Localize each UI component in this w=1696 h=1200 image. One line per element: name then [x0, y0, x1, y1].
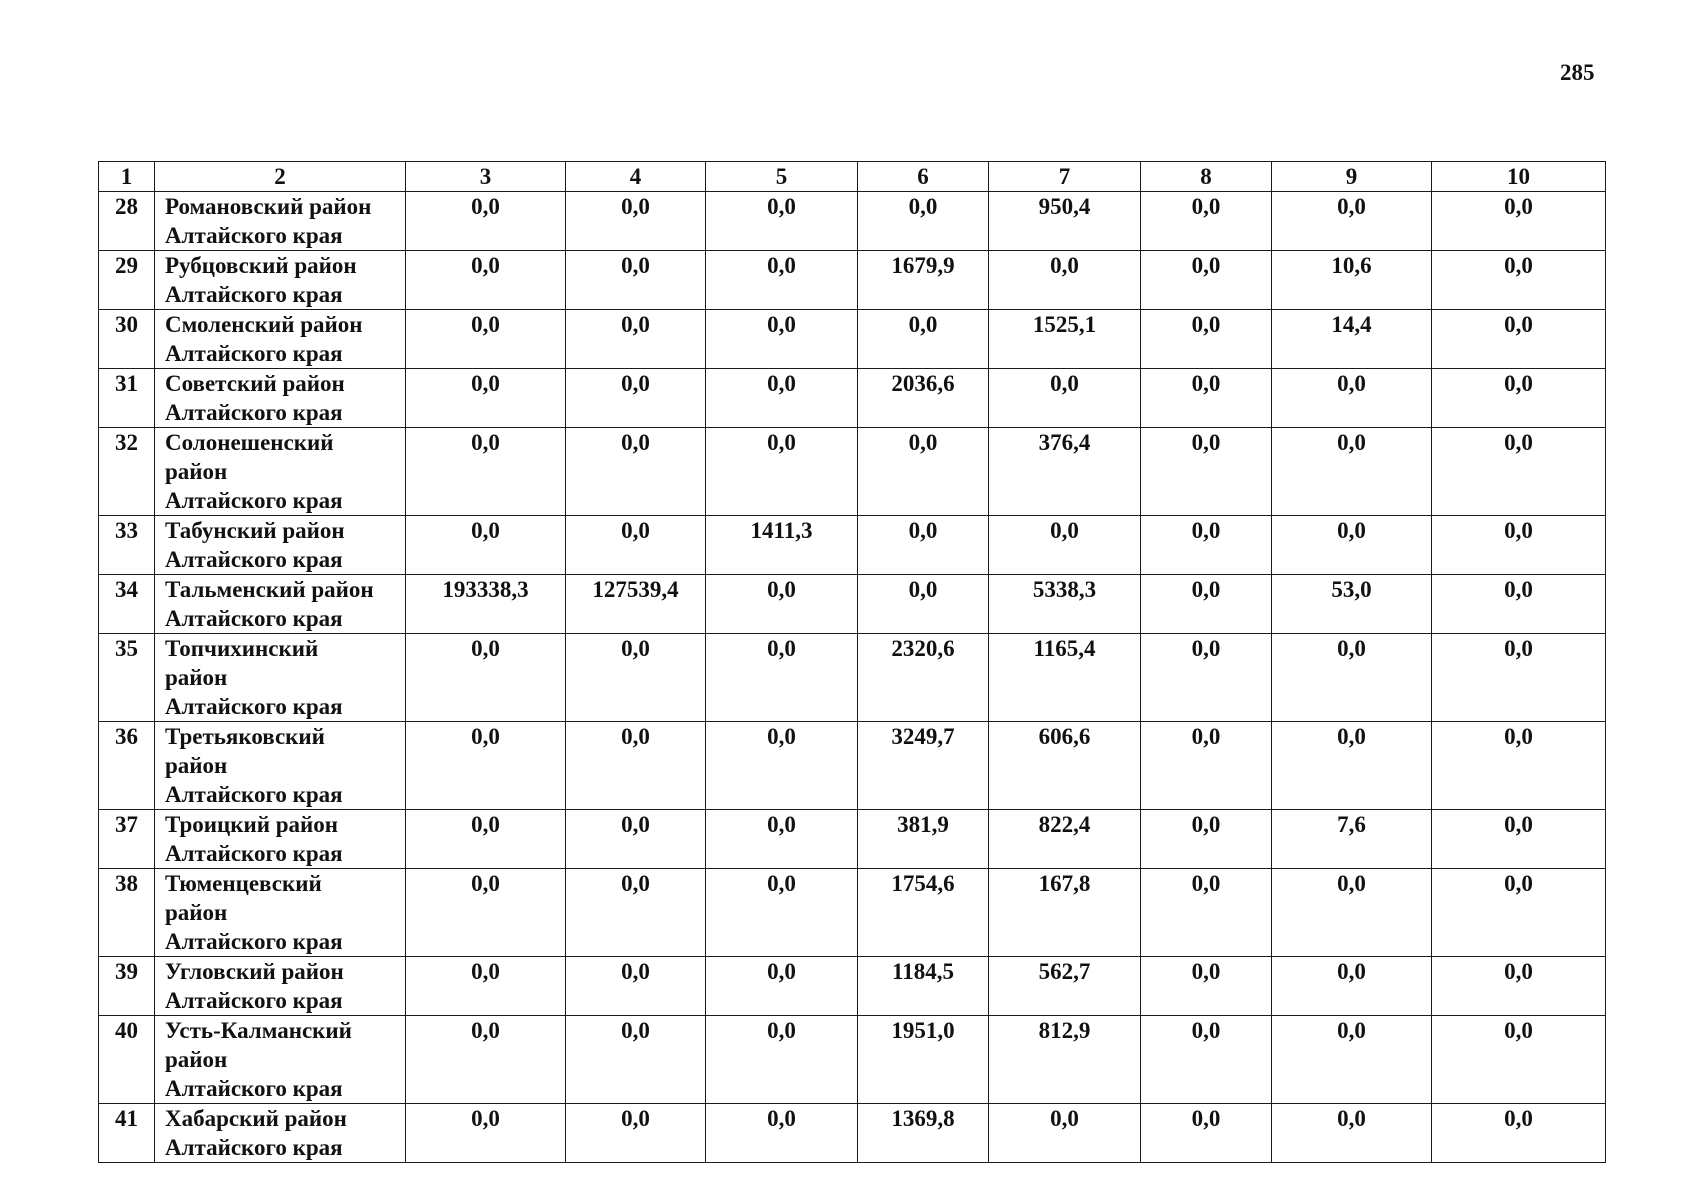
column-header: 2 [155, 162, 406, 192]
table-row [99, 957, 1606, 1016]
value-cell: 193338,3 [406, 575, 566, 634]
page-number: 285 [1560, 60, 1595, 85]
column-header: 4 [566, 162, 706, 192]
table-row [99, 1104, 1606, 1163]
value-cell: 0,0 [566, 869, 706, 957]
district-name-line: Третьяковский [165, 724, 325, 749]
value-cell: 0,0 [406, 1104, 566, 1163]
district-name-line: район [165, 900, 228, 925]
district-name-cell [155, 722, 406, 810]
value-cell: 0,0 [1141, 369, 1272, 428]
value-cell: 0,0 [989, 516, 1141, 575]
district-name-line: Алтайского края [165, 782, 343, 807]
value-cell: 0,0 [566, 957, 706, 1016]
district-name-cell [155, 1016, 406, 1104]
value-cell: 1184,5 [858, 957, 989, 1016]
value-cell: 0,0 [566, 516, 706, 575]
value-cell: 0,0 [1141, 1016, 1272, 1104]
district-name-line: Советский район [165, 371, 345, 396]
table-row [99, 1016, 1606, 1104]
value-cell: 950,4 [989, 192, 1141, 251]
value-cell: 381,9 [858, 810, 989, 869]
district-name-line: Алтайского края [165, 1135, 343, 1160]
district-name-line: Троицкий район [165, 812, 339, 837]
value-cell: 0,0 [406, 428, 566, 516]
value-cell: 1165,4 [989, 634, 1141, 722]
district-name-line: район [165, 753, 228, 778]
value-cell: 0,0 [1141, 310, 1272, 369]
row-number-cell: 36 [99, 722, 155, 810]
value-cell: 812,9 [989, 1016, 1141, 1104]
district-name-cell [155, 369, 406, 428]
district-name-line: Алтайского края [165, 400, 343, 425]
value-cell: 0,0 [406, 251, 566, 310]
column-header: 9 [1272, 162, 1432, 192]
value-cell: 562,7 [989, 957, 1141, 1016]
value-cell: 0,0 [566, 634, 706, 722]
value-cell: 0,0 [989, 1104, 1141, 1163]
value-cell: 0,0 [406, 634, 566, 722]
value-cell: 0,0 [406, 310, 566, 369]
district-name-cell [155, 310, 406, 369]
value-cell: 0,0 [566, 192, 706, 251]
value-cell: 0,0 [406, 869, 566, 957]
header-row [99, 162, 1606, 192]
value-cell: 0,0 [706, 1016, 858, 1104]
column-header: 5 [706, 162, 858, 192]
row-number-cell: 31 [99, 369, 155, 428]
value-cell: 0,0 [858, 516, 989, 575]
table-row [99, 310, 1606, 369]
value-cell: 0,0 [1272, 722, 1432, 810]
row-number-cell: 33 [99, 516, 155, 575]
value-cell: 0,0 [706, 369, 858, 428]
district-name-cell [155, 869, 406, 957]
value-cell: 0,0 [1272, 516, 1432, 575]
table-row [99, 575, 1606, 634]
column-header: 7 [989, 162, 1141, 192]
value-cell: 0,0 [1272, 428, 1432, 516]
table-row [99, 192, 1606, 251]
district-name-cell [155, 428, 406, 516]
district-name-line: Хабарский район [165, 1106, 347, 1131]
value-cell: 0,0 [706, 1104, 858, 1163]
value-cell: 0,0 [1141, 428, 1272, 516]
value-cell: 0,0 [1272, 1016, 1432, 1104]
district-name-line: Алтайского края [165, 488, 343, 513]
value-cell: 0,0 [1432, 428, 1606, 516]
value-cell: 1369,8 [858, 1104, 989, 1163]
row-number-cell: 29 [99, 251, 155, 310]
value-cell: 0,0 [406, 192, 566, 251]
table-body [99, 192, 1606, 1163]
district-name-line: район [165, 665, 228, 690]
value-cell: 0,0 [1432, 957, 1606, 1016]
district-name-cell [155, 251, 406, 310]
value-cell: 0,0 [1432, 192, 1606, 251]
value-cell: 0,0 [706, 251, 858, 310]
district-name-line: Алтайского края [165, 223, 343, 248]
district-name-line: Смоленский район [165, 312, 363, 337]
value-cell: 0,0 [1432, 310, 1606, 369]
district-name-cell [155, 634, 406, 722]
value-cell: 0,0 [858, 192, 989, 251]
value-cell: 2036,6 [858, 369, 989, 428]
district-name-line: Рубцовский район [165, 253, 357, 278]
value-cell: 1951,0 [858, 1016, 989, 1104]
value-cell: 0,0 [1272, 869, 1432, 957]
district-name-line: Угловский район [165, 959, 344, 984]
district-name-line: Топчихинский [165, 636, 319, 661]
district-name-line: Солонешенский [165, 430, 334, 455]
value-cell: 0,0 [406, 810, 566, 869]
table-row [99, 251, 1606, 310]
table-row [99, 516, 1606, 575]
district-name-line: Алтайского края [165, 547, 343, 572]
value-cell: 1754,6 [858, 869, 989, 957]
value-cell: 0,0 [566, 1104, 706, 1163]
value-cell: 0,0 [1432, 516, 1606, 575]
row-number-cell: 38 [99, 869, 155, 957]
value-cell: 0,0 [1141, 516, 1272, 575]
value-cell: 10,6 [1272, 251, 1432, 310]
value-cell: 0,0 [1432, 1016, 1606, 1104]
value-cell: 0,0 [706, 634, 858, 722]
value-cell: 0,0 [706, 722, 858, 810]
district-name-line: Табунский район [165, 518, 345, 543]
row-number-cell: 32 [99, 428, 155, 516]
value-cell: 0,0 [1432, 251, 1606, 310]
table-row [99, 722, 1606, 810]
value-cell: 0,0 [1432, 722, 1606, 810]
value-cell: 822,4 [989, 810, 1141, 869]
data-table [98, 161, 1606, 1163]
district-name-line: Алтайского края [165, 841, 343, 866]
district-name-line: Алтайского края [165, 694, 343, 719]
value-cell: 0,0 [566, 369, 706, 428]
value-cell: 0,0 [989, 369, 1141, 428]
value-cell: 2320,6 [858, 634, 989, 722]
value-cell: 0,0 [406, 957, 566, 1016]
value-cell: 606,6 [989, 722, 1141, 810]
value-cell: 1411,3 [706, 516, 858, 575]
district-name-line: район [165, 459, 228, 484]
row-number-cell: 28 [99, 192, 155, 251]
district-name-cell [155, 1104, 406, 1163]
row-number-cell: 35 [99, 634, 155, 722]
value-cell: 0,0 [1432, 634, 1606, 722]
value-cell: 0,0 [989, 251, 1141, 310]
value-cell: 1525,1 [989, 310, 1141, 369]
value-cell: 0,0 [406, 722, 566, 810]
value-cell: 0,0 [566, 1016, 706, 1104]
value-cell: 0,0 [1272, 369, 1432, 428]
value-cell: 0,0 [1141, 251, 1272, 310]
value-cell: 7,6 [1272, 810, 1432, 869]
value-cell: 0,0 [858, 575, 989, 634]
district-name-line: Алтайского края [165, 341, 343, 366]
value-cell: 0,0 [706, 810, 858, 869]
table-row [99, 634, 1606, 722]
district-name-line: Алтайского края [165, 988, 343, 1013]
district-name-cell [155, 957, 406, 1016]
value-cell: 0,0 [1432, 575, 1606, 634]
row-number-cell: 30 [99, 310, 155, 369]
value-cell: 0,0 [1141, 957, 1272, 1016]
value-cell: 0,0 [1141, 1104, 1272, 1163]
value-cell: 0,0 [706, 428, 858, 516]
value-cell: 0,0 [566, 810, 706, 869]
value-cell: 0,0 [1272, 1104, 1432, 1163]
value-cell: 167,8 [989, 869, 1141, 957]
value-cell: 1679,9 [858, 251, 989, 310]
value-cell: 0,0 [1272, 634, 1432, 722]
value-cell: 0,0 [858, 428, 989, 516]
district-name-line: Алтайского края [165, 1076, 343, 1101]
row-number-cell: 40 [99, 1016, 155, 1104]
value-cell: 0,0 [566, 310, 706, 369]
value-cell: 0,0 [706, 192, 858, 251]
district-name-cell [155, 575, 406, 634]
value-cell: 376,4 [989, 428, 1141, 516]
column-header: 8 [1141, 162, 1272, 192]
value-cell: 0,0 [1141, 810, 1272, 869]
column-header: 1 [99, 162, 155, 192]
value-cell: 0,0 [1141, 722, 1272, 810]
value-cell: 0,0 [1141, 192, 1272, 251]
row-number-cell: 39 [99, 957, 155, 1016]
value-cell: 0,0 [566, 722, 706, 810]
value-cell: 3249,7 [858, 722, 989, 810]
value-cell: 0,0 [1141, 869, 1272, 957]
value-cell: 0,0 [1141, 634, 1272, 722]
value-cell: 5338,3 [989, 575, 1141, 634]
district-name-line: Тальменский район [165, 577, 374, 602]
value-cell: 53,0 [1272, 575, 1432, 634]
row-number-cell: 41 [99, 1104, 155, 1163]
table-row [99, 869, 1606, 957]
value-cell: 0,0 [1432, 369, 1606, 428]
district-name-line: Алтайского края [165, 929, 343, 954]
district-name-line: район [165, 1047, 228, 1072]
district-name-cell [155, 192, 406, 251]
value-cell: 0,0 [706, 957, 858, 1016]
value-cell: 0,0 [706, 310, 858, 369]
value-cell: 0,0 [1432, 810, 1606, 869]
value-cell: 0,0 [1432, 1104, 1606, 1163]
row-number-cell: 34 [99, 575, 155, 634]
value-cell: 0,0 [1272, 192, 1432, 251]
column-header: 6 [858, 162, 989, 192]
value-cell: 0,0 [566, 251, 706, 310]
value-cell: 0,0 [406, 1016, 566, 1104]
district-name-cell [155, 810, 406, 869]
district-name-line: Алтайского края [165, 282, 343, 307]
table-row [99, 428, 1606, 516]
column-header: 10 [1432, 162, 1606, 192]
district-name-line: Усть-Калманский [165, 1018, 352, 1043]
district-name-line: Алтайского края [165, 606, 343, 631]
table-row [99, 810, 1606, 869]
value-cell: 127539,4 [566, 575, 706, 634]
row-number-cell: 37 [99, 810, 155, 869]
value-cell: 0,0 [706, 575, 858, 634]
value-cell: 0,0 [1272, 957, 1432, 1016]
column-header: 3 [406, 162, 566, 192]
value-cell: 0,0 [566, 428, 706, 516]
district-name-line: Романовский район [165, 194, 372, 219]
value-cell: 0,0 [706, 869, 858, 957]
district-name-cell [155, 516, 406, 575]
district-name-line: Тюменцевский [165, 871, 322, 896]
value-cell: 0,0 [1141, 575, 1272, 634]
table-row [99, 369, 1606, 428]
value-cell: 0,0 [1432, 869, 1606, 957]
value-cell: 14,4 [1272, 310, 1432, 369]
value-cell: 0,0 [406, 369, 566, 428]
value-cell: 0,0 [858, 310, 989, 369]
value-cell: 0,0 [406, 516, 566, 575]
